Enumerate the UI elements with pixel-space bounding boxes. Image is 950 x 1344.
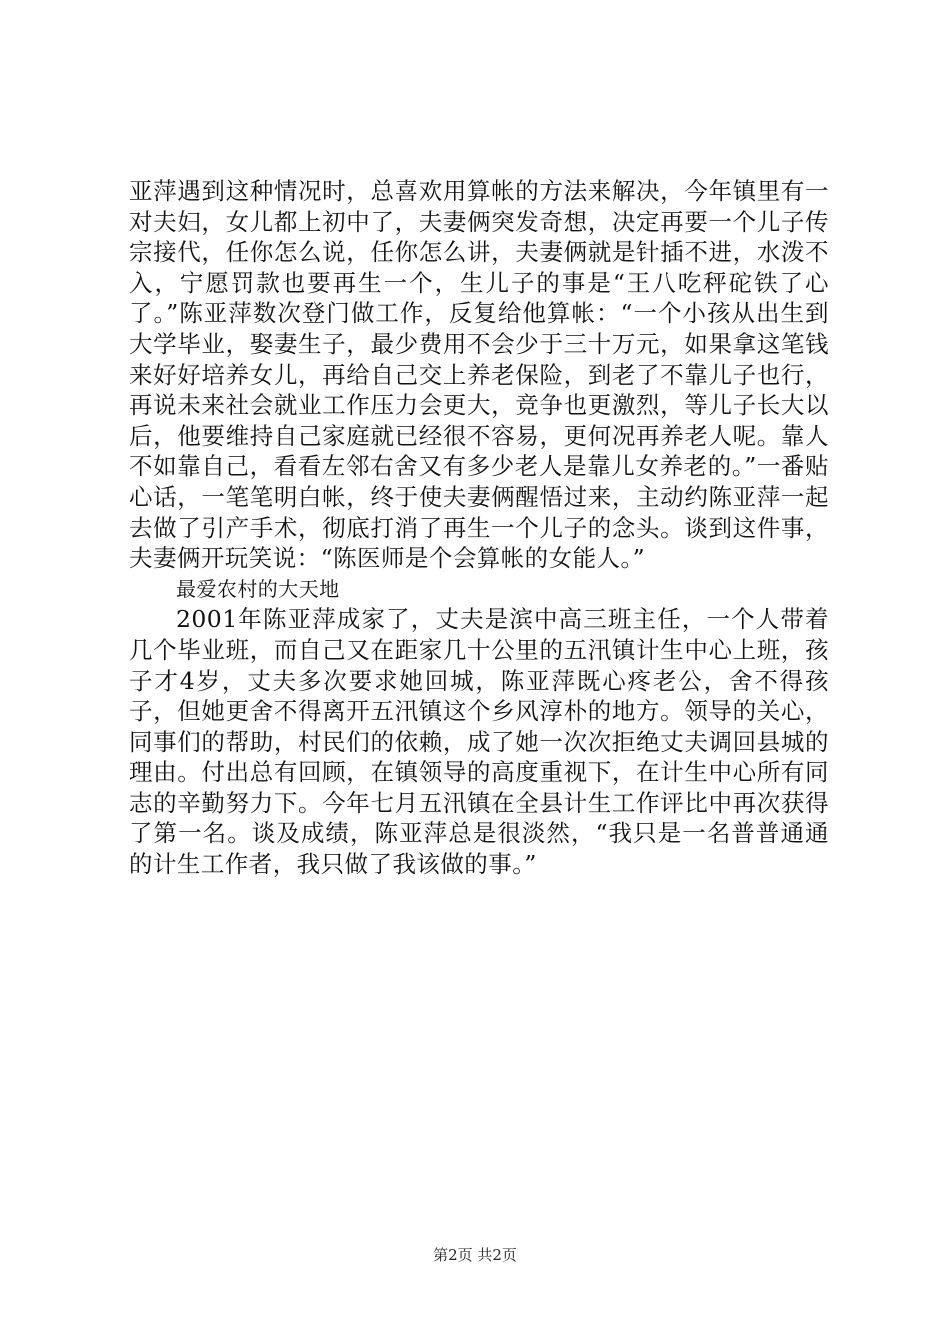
page-footer: 第2页 共2页 <box>433 1246 517 1264</box>
document-body <box>129 176 829 880</box>
paragraph-2: 2001年陈亚萍成家了，丈夫是滨中高三班主任，一个人带着几个毕业班，而自己又在距家几十公里的五汛镇计生中心上班，孩子才4岁，丈夫多次要求她回城，陈亚萍既心疼老公，舍不得孩子，但她更舍不得离开五汛镇这个乡风淳朴的地方。领导的关心，同事们的帮助，村民们的依赖，成了她一次次拒绝丈夫调回县城的理由。付出总有回顾，在镇领导的高度重视下，在计生中心所有同志的辛勤努力下。今年七月五汛镇在全县计生工作评比中再次获得了第一名。谈及成绩，陈亚萍总是很淡然，“我只是一名普普通通的计生工作者，我只做了我该做的事。” <box>129 605 829 879</box>
section-heading: 最爱农村的大天地 <box>176 576 340 601</box>
paragraph-1: 亚萍遇到这种情况时，总喜欢用算帐的方法来解决，今年镇里有一对夫妇，女儿都上初中了，夫妻俩突发奇想，决定再要一个儿子传宗接代，任你怎么说，任你怎么讲，夫妻俩就是针插不进，水泼不入，宁愿罚款也要再生一个，生儿子的事是“王八吃秤砣铁了心了。”陈亚萍数次登门做工作，反复给他算帐：“一个小孩从出生到大学毕业，娶妻生子，最少费用不会少于三十万元，如果拿这笔钱来好好培养女儿，再给自己交上养老保险，到老了不靠儿子也行，再说未来社会就业工作压力会更大，竞争也更激烈，等儿子长大以后，他要维持自己家庭就已经很不容易，更何况再养老人呢。靠人不如靠自己，看看左邻右舍又有多少老人是靠儿女养老的。”一番贴心话，一笔笔明白帐，终于使夫妻俩醒悟过来，主动约陈亚萍一起去做了引产手术，彻底打消了再生一个儿子的念头。谈到这件事，夫妻俩开玩笑说：“陈医师是个会算帐的女能人。” <box>129 177 829 573</box>
